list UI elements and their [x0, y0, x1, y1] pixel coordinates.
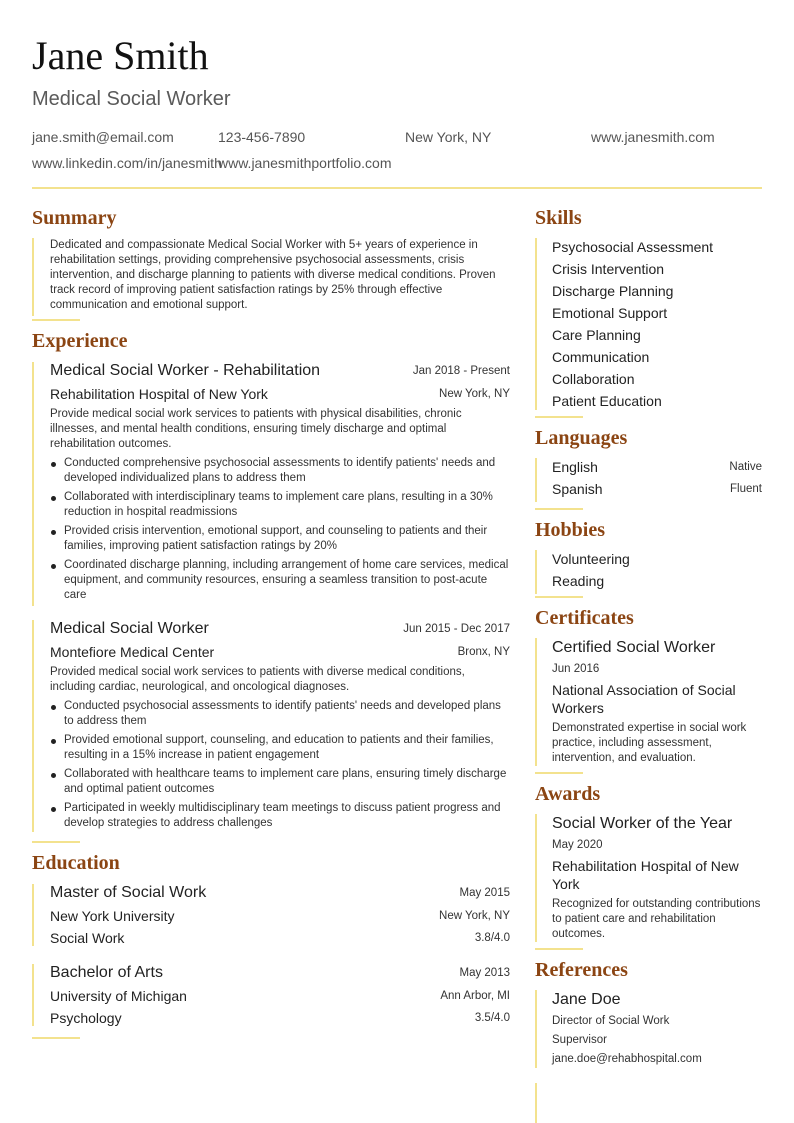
languages-underline	[535, 508, 583, 510]
award-date: May 2020	[552, 839, 603, 851]
edu-1-degree: Master of Social Work	[50, 884, 207, 901]
job-1-location: New York, NY	[439, 388, 510, 400]
edu-1-date: May 2015	[459, 887, 510, 899]
skill-item: Psychosocial Assessment	[552, 239, 714, 255]
job-2-description: Provided medical social work services to patients with diverse medical conditions, including cardiac, neurological, and oncological diagnoses.	[50, 666, 465, 693]
list-item: Conducted psychosocial assessments to identify patients' needs and developed plans to address them	[50, 699, 512, 729]
list-item: Conducted comprehensive psychosocial assessments to identify patients' needs and developed individualized plans to address them	[50, 456, 512, 486]
certificate-issuer: National Association of Social Workers	[552, 682, 736, 716]
edu-1-school: New York University	[50, 908, 175, 924]
experience-underline	[32, 841, 80, 843]
skill-item: Care Planning	[552, 327, 641, 343]
job-2-dates: Jun 2015 - Dec 2017	[403, 623, 510, 635]
skill-item: Emotional Support	[552, 305, 668, 321]
edu-1-location: New York, NY	[439, 910, 510, 922]
language-level: Fluent	[730, 483, 762, 495]
hobby-item: Volunteering	[552, 551, 630, 567]
education-heading: Education	[32, 852, 120, 874]
references-accent-bar-bottom	[535, 1083, 537, 1123]
edu-2-date: May 2013	[459, 967, 510, 979]
list-item: Provided emotional support, counseling, and education to patients and their families, resulting in a 15% increase in patient engagement	[50, 733, 512, 763]
certificates-accent-bar	[535, 638, 537, 766]
skill-item: Crisis Intervention	[552, 261, 665, 277]
hobbies-accent-bar	[535, 550, 537, 594]
list-item: Provided crisis intervention, emotional support, and counseling to patients and their families, improving patient satisfaction ratings by 20%	[50, 524, 512, 554]
list-item: Coordinated discharge planning, including arrangement of home care services, medical equipment, and community resources, ensuring a seamless transition to post-acute care	[50, 558, 512, 603]
experience-heading: Experience	[32, 330, 128, 352]
language-name: Spanish	[552, 481, 603, 497]
edu-2-location: Ann Arbor, MI	[440, 990, 510, 1002]
reference-relation: Supervisor	[552, 1034, 607, 1046]
skills-heading: Skills	[535, 207, 582, 229]
contact-website[interactable]: www.janesmith.com	[591, 129, 715, 145]
job-2-bullets	[50, 699, 512, 835]
award-description: Recognized for outstanding contributions to patient care and rehabilitation outcomes.	[552, 898, 761, 940]
awards-heading: Awards	[535, 783, 601, 805]
awards-underline	[535, 948, 583, 950]
skills-underline	[535, 416, 583, 418]
skill-item: Patient Education	[552, 393, 662, 409]
reference-email[interactable]: jane.doe@rehabhospital.com	[552, 1053, 702, 1065]
summary-text: Dedicated and compassionate Medical Social Worker with 5+ years of experience in rehabilitation settings, providing comprehensive psychosocial assessments, crisis intervention, and discharge planning to patients with diverse medical conditions. Proven track record of improving patient satisfaction ratings by 25% through effective communication and emotional support.	[50, 239, 496, 311]
education-underline	[32, 1037, 80, 1039]
languages-heading: Languages	[535, 427, 628, 449]
summary-accent-bar	[32, 238, 34, 316]
edu-1-accent-bar	[32, 884, 34, 946]
references-heading: References	[535, 959, 628, 981]
job-2-title: Medical Social Worker	[50, 620, 209, 637]
job-2-accent-bar	[32, 620, 34, 832]
contact-phone[interactable]: 123-456-7890	[218, 129, 306, 145]
job-title-heading: Medical Social Worker	[32, 88, 231, 110]
edu-2-accent-bar	[32, 964, 34, 1026]
reference-role: Director of Social Work	[552, 1015, 670, 1027]
certificate-name: Certified Social Worker	[552, 639, 716, 656]
certificate-description: Demonstrated expertise in social work practice, including assessment, intervention, and evaluation.	[552, 722, 747, 764]
hobbies-underline	[535, 596, 583, 598]
language-level: Native	[729, 461, 762, 473]
edu-1-gpa: 3.8/4.0	[474, 932, 510, 944]
contact-portfolio[interactable]: www.janesmithportfolio.com	[218, 155, 392, 171]
languages-accent-bar	[535, 458, 537, 502]
job-1-dates: Jan 2018 - Present	[412, 365, 510, 377]
job-2-company: Montefiore Medical Center	[50, 644, 215, 660]
job-1-bullets	[50, 456, 512, 607]
award-name: Social Worker of the Year	[552, 815, 733, 832]
list-item: Collaborated with interdisciplinary teams to implement care plans, resulting in a 30% reduction in hospital readmissions	[50, 490, 512, 520]
job-1-title: Medical Social Worker - Rehabilitation	[50, 362, 321, 379]
edu-2-gpa: 3.5/4.0	[474, 1012, 510, 1024]
resume-name: Jane Smith	[32, 33, 209, 78]
job-1-company: Rehabilitation Hospital of New York	[50, 386, 268, 402]
reference-name: Jane Doe	[552, 991, 621, 1008]
job-1-accent-bar	[32, 362, 34, 606]
award-issuer: Rehabilitation Hospital of New York	[552, 858, 739, 892]
edu-2-field: Psychology	[50, 1010, 122, 1026]
skills-accent-bar	[535, 238, 537, 410]
skill-item: Discharge Planning	[552, 283, 674, 299]
certificate-date: Jun 2016	[552, 663, 600, 675]
list-item: Participated in weekly multidisciplinary team meetings to discuss patient progress and develop strategies to address challenges	[50, 801, 512, 831]
edu-1-field: Social Work	[50, 930, 125, 946]
contact-email[interactable]: jane.smith@email.com	[32, 129, 174, 145]
contact-linkedin[interactable]: www.linkedin.com/in/janesmith	[32, 155, 222, 171]
contact-location: New York, NY	[405, 129, 492, 145]
list-item: Collaborated with healthcare teams to implement care plans, ensuring timely discharge and optimal patient outcomes	[50, 767, 512, 797]
summary-heading: Summary	[32, 207, 117, 229]
edu-2-school: University of Michigan	[50, 988, 187, 1004]
edu-2-degree: Bachelor of Arts	[50, 964, 163, 981]
awards-accent-bar	[535, 814, 537, 942]
hobby-item: Reading	[552, 573, 605, 589]
skill-item: Collaboration	[552, 371, 635, 387]
certificates-heading: Certificates	[535, 607, 634, 629]
language-name: English	[552, 459, 598, 475]
hobbies-heading: Hobbies	[535, 519, 606, 541]
summary-underline	[32, 319, 80, 321]
certificates-underline	[535, 772, 583, 774]
header-divider	[32, 187, 762, 189]
job-2-location: Bronx, NY	[457, 646, 510, 658]
references-accent-bar	[535, 990, 537, 1068]
skill-item: Communication	[552, 349, 650, 365]
job-1-description: Provide medical social work services to patients with physical disabilities, chronic illnesses, and mental health conditions, ensuring timely discharge and optimal rehabilitation outcomes.	[50, 408, 462, 450]
